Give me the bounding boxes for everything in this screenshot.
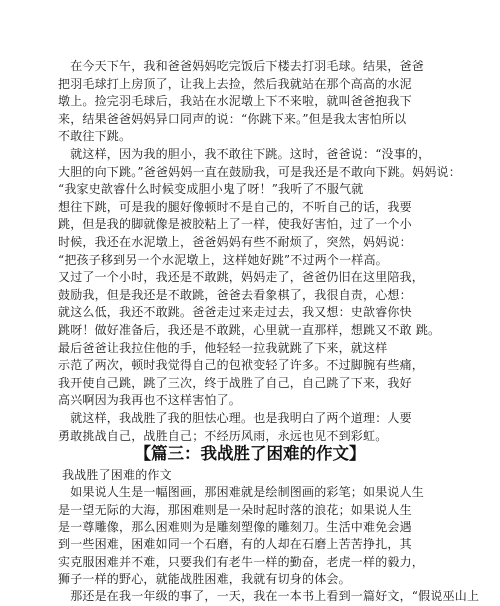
story-line: 跳呀！做好准备后，我还是不敢跳，心里就一直那样，想跳又不敢 跳。 (58, 323, 441, 337)
story-line: 在今天下午，我和爸爸妈妈吃完饭后下楼去打羽毛球。结果，爸爸 (58, 59, 425, 73)
essay-line: 如果说人生是一幅图画，那困难就是绘制图画的彩笔；如果说人生 (58, 485, 425, 500)
story-line: 就这么低，我还不敢跳。爸爸走过来走过去，我又想：史歆睿你快 (58, 305, 412, 320)
story-line: 我开使自己跳，跳了三次，终于战胜了自己，自己跳了下来，我好 (58, 375, 412, 390)
top-margin (0, 0, 500, 46)
essay-line: 狮子一样的野心，就能战胜困难，我就有切身的体会。 (58, 571, 351, 586)
story-line: 示范了两次，顿时我觉得自己的包袱变轻了许多。不过脚腕有些痛， (58, 358, 425, 373)
story-line: 来，结果爸爸妈妈异口同声的说：“你跳下来。”但是我太害怕所以 (58, 111, 407, 126)
story-line: 又过了一个小时，我还是不敢跳，妈妈走了，爸爸仍旧在这里陪我， (58, 270, 425, 285)
story-line: 把羽毛球打上房顶了，让我上去捡，然后我就站在那个高高的水泥 (58, 76, 412, 91)
story-line: 想往下跳，可是我的腿好像顿时不是自己的，不听自己的话，我要 (58, 199, 412, 214)
essay-line: 那还是在我一年级的事了，一天，我在一本书上看到一篇好文，“假说巫山上 (58, 589, 480, 604)
essay-line: 是一尊雕像，那么困难则为是雕刻塑像的雕刻刀。生活中难免会遇 (58, 519, 412, 534)
story-line: 勇敢挑战自己，战胜自己；不经历风雨，永远也见不到彩虹。 (58, 428, 388, 443)
essay-line: 实克服困难并不难，只要我们有老牛一样的勤奋，老虎一样的毅力， (58, 554, 425, 569)
story-line: 大胆的向下跳。”爸爸妈妈一直在鼓励我，可是我还是不敢向下跳。妈妈说： (58, 164, 461, 179)
section-heading: 【篇三：我战胜了困难的作文】 (134, 444, 366, 463)
story-line: 鼓励我，但是我还是不敢跳，爸爸去看象棋了，我很自责，心想： (58, 287, 412, 302)
story-line: 墩上。捡完羽毛球后，我站在水泥墩上下不来啦，就叫爸爸抱我下 (58, 94, 412, 109)
story-line: 就这样，我战胜了我的胆怯心理。也是我明白了两个道理：人要 (58, 411, 412, 425)
story-line: 高兴啊因为我再也不这样害怕了。 (58, 393, 242, 408)
story-line: 时候，我还在水泥墩上，爸爸妈妈有些不耐烦了，突然，妈妈说： (58, 235, 412, 249)
story-line: 就这样，因为我的胆小，我不敢往下跳。这时，爸爸说：“没事的， (58, 147, 431, 161)
story-line: “把孩子移到另一个水泥墩上，这样她好跳”不过两个一样高。 (58, 252, 388, 267)
essay-line: 到一些困难，困难如同一个石磨，有的人却在石磨上苦苦挣扎，其 (58, 537, 412, 552)
story-line: 不敢往下跳。 (58, 129, 132, 144)
essay-title: 我战胜了困难的作文 (62, 468, 172, 482)
story-line: 跳，但是我的脚就像是被胶粘上了一样，使我好害怕，过了一个小 (58, 217, 412, 232)
story-line: “我家史歆睿什么时候变成胆小鬼了呀！”我听了不服气就 (58, 182, 364, 197)
story-line: 最后爸爸让我拉住他的手，他轻轻一拉我就跳了下来，就这样 (58, 340, 388, 355)
essay-line: 是一望无际的大海，那困难则是一朵时起时落的浪花；如果说人生 (58, 502, 412, 517)
